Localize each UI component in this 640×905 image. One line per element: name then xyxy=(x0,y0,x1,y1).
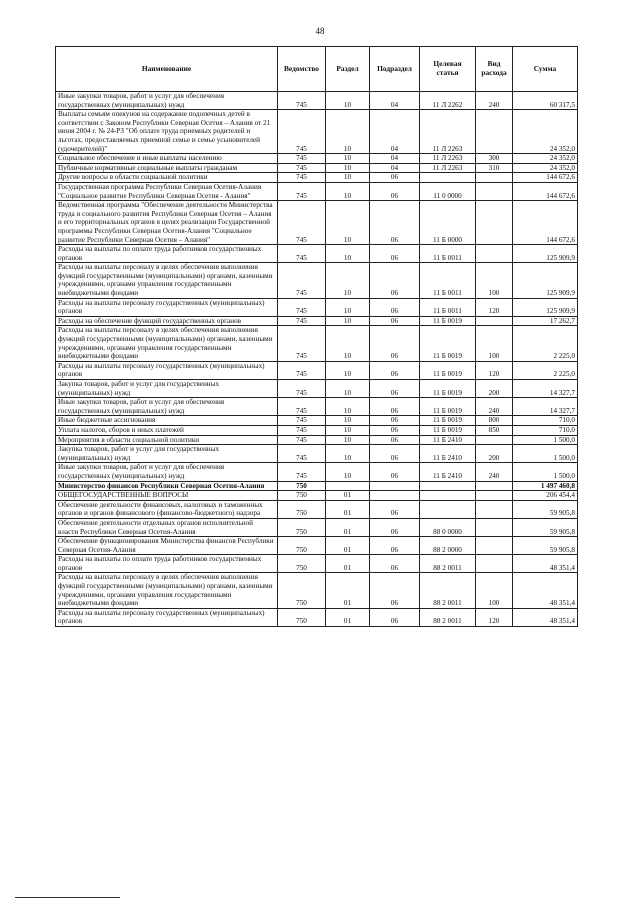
row-subsection: 04 xyxy=(370,92,420,110)
row-exptype: 240 xyxy=(476,398,513,416)
row-dept: 745 xyxy=(278,298,326,316)
row-dept: 750 xyxy=(278,481,326,491)
row-name: Мероприятия в области социальной политики xyxy=(56,435,278,445)
row-section: 10 xyxy=(326,398,370,416)
row-dept: 750 xyxy=(278,573,326,608)
row-subsection: 06 xyxy=(370,425,420,435)
row-target: 11 Л 2263 xyxy=(420,163,476,173)
table-row xyxy=(56,463,578,481)
table-row xyxy=(56,445,578,463)
row-name: Иные бюджетные ассигнования xyxy=(56,416,278,426)
row-exptype xyxy=(476,555,513,573)
row-dept: 745 xyxy=(278,245,326,263)
table-row xyxy=(56,500,578,518)
row-name: Выплаты семьям опекунов на содержание подопечных детей в соответствии с Законом Республики Северная Осетия – Алания от 21 июня 2004 г. № 24-РЗ "Об оплате труда приемных родителей и льготах, предоставляемых приемной семье и семье усыновителей (удочерителей)" xyxy=(56,110,278,154)
row-exptype xyxy=(476,245,513,263)
row-sum: 1 497 460,8 xyxy=(513,481,578,491)
table-row xyxy=(56,173,578,183)
row-target: 11 Л 2262 xyxy=(420,92,476,110)
row-section: 10 xyxy=(326,298,370,316)
row-name: Расходы на выплаты по оплате труда работников государственных органов xyxy=(56,245,278,263)
row-subsection: 06 xyxy=(370,555,420,573)
row-dept: 745 xyxy=(278,182,326,200)
row-name: Министерство финансов Республики Северная Осетия-Алания xyxy=(56,481,278,491)
row-sum: 710,0 xyxy=(513,425,578,435)
row-dept: 745 xyxy=(278,380,326,398)
row-exptype xyxy=(476,518,513,536)
row-target: 88 2 0011 xyxy=(420,573,476,608)
row-section: 10 xyxy=(326,326,370,361)
row-exptype xyxy=(476,481,513,491)
row-subsection xyxy=(370,481,420,491)
table-row xyxy=(56,481,578,491)
row-subsection: 06 xyxy=(370,500,420,518)
table-row xyxy=(56,435,578,445)
row-exptype xyxy=(476,435,513,445)
row-section: 10 xyxy=(326,245,370,263)
row-name: Иные закупки товаров, работ и услуг для обеспечения государственных (муниципальных) нужд xyxy=(56,92,278,110)
row-name: Уплата налогов, сборов и иных платежей xyxy=(56,425,278,435)
row-sum: 1 500,0 xyxy=(513,445,578,463)
row-section: 10 xyxy=(326,173,370,183)
row-subsection: 06 xyxy=(370,182,420,200)
table-row xyxy=(56,326,578,361)
row-section: 01 xyxy=(326,518,370,536)
row-exptype: 850 xyxy=(476,425,513,435)
row-dept: 745 xyxy=(278,425,326,435)
row-exptype: 120 xyxy=(476,361,513,379)
row-exptype: 240 xyxy=(476,92,513,110)
row-section: 10 xyxy=(326,380,370,398)
col-header-dept: Ведомство xyxy=(278,47,326,92)
row-section: 10 xyxy=(326,416,370,426)
row-exptype xyxy=(476,500,513,518)
table-row xyxy=(56,298,578,316)
row-dept: 745 xyxy=(278,154,326,164)
row-exptype: 310 xyxy=(476,163,513,173)
row-name: Государственная программа Республики Северная Осетия-Алания "Социальное развитие Республики Северная Осетия - Алания" xyxy=(56,182,278,200)
row-exptype: 100 xyxy=(476,263,513,298)
row-section: 10 xyxy=(326,163,370,173)
row-section: 10 xyxy=(326,361,370,379)
row-subsection: 06 xyxy=(370,445,420,463)
row-dept: 745 xyxy=(278,326,326,361)
row-exptype: 240 xyxy=(476,463,513,481)
row-exptype: 300 xyxy=(476,154,513,164)
row-sum: 48 351,4 xyxy=(513,573,578,608)
row-section: 10 xyxy=(326,182,370,200)
row-section: 10 xyxy=(326,154,370,164)
row-name: ОБЩЕГОСУДАРСТВЕННЫЕ ВОПРОСЫ xyxy=(56,491,278,501)
row-sum: 59 905,8 xyxy=(513,500,578,518)
row-target: 11 Б 0019 xyxy=(420,380,476,398)
row-target: 11 Б 2410 xyxy=(420,435,476,445)
table-row xyxy=(56,573,578,608)
row-dept: 750 xyxy=(278,555,326,573)
row-dept: 745 xyxy=(278,435,326,445)
row-name: Обеспечение функционирования Министерства финансов Республики Северная Осетия-Алания xyxy=(56,537,278,555)
row-dept: 745 xyxy=(278,416,326,426)
row-section: 01 xyxy=(326,500,370,518)
table-row xyxy=(56,608,578,626)
row-target: 11 Б 0011 xyxy=(420,245,476,263)
row-subsection: 04 xyxy=(370,163,420,173)
row-section: 10 xyxy=(326,201,370,245)
row-dept: 745 xyxy=(278,92,326,110)
row-subsection xyxy=(370,491,420,501)
table-row xyxy=(56,425,578,435)
row-target: 11 Б 0019 xyxy=(420,316,476,326)
row-name: Расходы на выплаты персоналу в целях обеспечения выполнения функций государственными (муниципальными) органами, казенными учреждениями, органами управления государственными внебюджетными фондами xyxy=(56,326,278,361)
row-section: 01 xyxy=(326,608,370,626)
row-exptype: 120 xyxy=(476,608,513,626)
row-exptype: 120 xyxy=(476,298,513,316)
table-row xyxy=(56,398,578,416)
row-exptype: 100 xyxy=(476,326,513,361)
row-sum: 206 454,4 xyxy=(513,491,578,501)
table-row xyxy=(56,537,578,555)
row-section: 01 xyxy=(326,573,370,608)
footer-rule xyxy=(15,897,120,898)
row-subsection: 06 xyxy=(370,298,420,316)
row-sum: 24 352,0 xyxy=(513,110,578,154)
col-header-section: Раздел xyxy=(326,47,370,92)
row-exptype xyxy=(476,110,513,154)
row-target xyxy=(420,491,476,501)
table-row xyxy=(56,491,578,501)
row-sum: 144 672,6 xyxy=(513,182,578,200)
row-name: Обеспечение деятельности отдельных органов исполнительной власти Республики Северная Осетия-Алания xyxy=(56,518,278,536)
row-target: 11 Б 2410 xyxy=(420,463,476,481)
table-row xyxy=(56,518,578,536)
budget-table xyxy=(55,46,578,627)
row-exptype xyxy=(476,173,513,183)
row-sum: 59 905,8 xyxy=(513,518,578,536)
row-name: Публичные нормативные социальные выплаты гражданам xyxy=(56,163,278,173)
row-exptype xyxy=(476,316,513,326)
row-exptype xyxy=(476,537,513,555)
row-subsection: 06 xyxy=(370,263,420,298)
row-exptype xyxy=(476,201,513,245)
row-target: 11 Б 0019 xyxy=(420,326,476,361)
row-sum: 144 672,6 xyxy=(513,173,578,183)
row-dept: 745 xyxy=(278,398,326,416)
col-header-target: Целевая статья xyxy=(420,47,476,92)
row-section: 10 xyxy=(326,435,370,445)
table-row xyxy=(56,555,578,573)
row-exptype xyxy=(476,491,513,501)
row-subsection: 06 xyxy=(370,398,420,416)
row-section: 10 xyxy=(326,263,370,298)
row-sum: 125 909,9 xyxy=(513,263,578,298)
row-dept: 745 xyxy=(278,163,326,173)
row-sum: 48 351,4 xyxy=(513,608,578,626)
row-target: 11 Б 0019 xyxy=(420,361,476,379)
row-name: Расходы на обеспечение функций государственных органов xyxy=(56,316,278,326)
row-subsection: 04 xyxy=(370,110,420,154)
row-target: 11 Б 2410 xyxy=(420,445,476,463)
row-section: 10 xyxy=(326,92,370,110)
row-subsection: 06 xyxy=(370,463,420,481)
row-subsection: 06 xyxy=(370,435,420,445)
row-subsection: 06 xyxy=(370,201,420,245)
row-target: 88 2 0000 xyxy=(420,537,476,555)
row-target: 11 Б 0011 xyxy=(420,298,476,316)
table-row xyxy=(56,182,578,200)
row-name: Расходы на выплаты персоналу государственных (муниципальных) органов xyxy=(56,361,278,379)
row-name: Расходы на выплаты по оплате труда работников государственных органов xyxy=(56,555,278,573)
row-section: 10 xyxy=(326,316,370,326)
row-target: 88 2 0011 xyxy=(420,555,476,573)
table-row xyxy=(56,201,578,245)
col-header-sum: Сумма xyxy=(513,47,578,92)
row-subsection: 06 xyxy=(370,380,420,398)
row-name: Иные закупки товаров, работ и услуг для обеспечения государственных (муниципальных) нужд xyxy=(56,398,278,416)
row-sum: 17 262,7 xyxy=(513,316,578,326)
table-row xyxy=(56,92,578,110)
row-target: 88 0 0000 xyxy=(420,518,476,536)
row-target xyxy=(420,173,476,183)
table-header-row xyxy=(56,47,578,92)
row-sum: 710,0 xyxy=(513,416,578,426)
row-sum: 1 500,0 xyxy=(513,435,578,445)
table-row xyxy=(56,263,578,298)
row-sum: 125 909,9 xyxy=(513,298,578,316)
row-sum: 14 327,7 xyxy=(513,398,578,416)
row-target: 11 Б 0011 xyxy=(420,263,476,298)
row-subsection: 06 xyxy=(370,361,420,379)
col-header-exptype: Вид расхода xyxy=(476,47,513,92)
row-name: Обеспечение деятельности финансовых, налоговых и таможенных органов и органов финансового (финансово-бюджетного) надзора xyxy=(56,500,278,518)
row-subsection: 06 xyxy=(370,573,420,608)
row-name: Закупка товаров, работ и услуг для государственных (муниципальных) нужд xyxy=(56,380,278,398)
row-sum: 2 225,0 xyxy=(513,361,578,379)
row-name: Расходы на выплаты персоналу в целях обеспечения выполнения функций государственными (муниципальными) органами, казенными учреждениями, органами управления государственными внебюджетными фондами xyxy=(56,573,278,608)
row-subsection: 06 xyxy=(370,245,420,263)
row-dept: 745 xyxy=(278,361,326,379)
row-name: Социальное обеспечение и иные выплаты населению xyxy=(56,154,278,164)
row-dept: 745 xyxy=(278,110,326,154)
row-target: 11 Б 0000 xyxy=(420,201,476,245)
row-sum: 1 500,0 xyxy=(513,463,578,481)
row-sum: 125 909,9 xyxy=(513,245,578,263)
row-section: 10 xyxy=(326,445,370,463)
row-name: Расходы на выплаты персоналу в целях обеспечения выполнения функций государственными (муниципальными) органами, казенными учреждениями, органами управления государственными внебюджетными фондами xyxy=(56,263,278,298)
row-target: 11 Б 0019 xyxy=(420,416,476,426)
row-sum: 14 327,7 xyxy=(513,380,578,398)
row-subsection: 06 xyxy=(370,173,420,183)
row-target: 88 2 0011 xyxy=(420,608,476,626)
row-subsection: 06 xyxy=(370,416,420,426)
row-subsection: 06 xyxy=(370,518,420,536)
row-dept: 750 xyxy=(278,518,326,536)
row-section: 10 xyxy=(326,110,370,154)
row-target: 11 0 0000 xyxy=(420,182,476,200)
row-exptype: 100 xyxy=(476,573,513,608)
row-dept: 750 xyxy=(278,491,326,501)
table-row xyxy=(56,316,578,326)
row-target: 11 Л 2263 xyxy=(420,110,476,154)
table-row xyxy=(56,110,578,154)
row-section: 01 xyxy=(326,555,370,573)
row-target xyxy=(420,500,476,518)
table-row xyxy=(56,361,578,379)
row-dept: 745 xyxy=(278,463,326,481)
row-dept: 745 xyxy=(278,263,326,298)
row-target xyxy=(420,481,476,491)
row-sum: 24 352,0 xyxy=(513,154,578,164)
table-row xyxy=(56,163,578,173)
row-section: 10 xyxy=(326,425,370,435)
row-dept: 745 xyxy=(278,173,326,183)
row-exptype: 200 xyxy=(476,380,513,398)
col-header-subsection: Подраздел xyxy=(370,47,420,92)
page-number: 48 xyxy=(315,26,325,36)
row-exptype xyxy=(476,182,513,200)
table-row xyxy=(56,416,578,426)
row-section: 01 xyxy=(326,537,370,555)
row-dept: 750 xyxy=(278,537,326,555)
table-row xyxy=(56,245,578,263)
row-dept: 745 xyxy=(278,445,326,463)
row-sum: 60 317,5 xyxy=(513,92,578,110)
row-name: Ведомственная программа "Обеспечение деятельности Министерства труда и социального развития Республики Северная Осетия – Алания и его территориальных органов в целях реализации Государственной программы Республики Северная Осетия-Алания "Социальное развитие Республики Северная Осетия – Алания" xyxy=(56,201,278,245)
table-row xyxy=(56,154,578,164)
row-target: 11 Б 0019 xyxy=(420,425,476,435)
row-section: 10 xyxy=(326,463,370,481)
row-dept: 750 xyxy=(278,500,326,518)
row-subsection: 06 xyxy=(370,537,420,555)
row-target: 11 Б 0019 xyxy=(420,398,476,416)
row-sum: 48 351,4 xyxy=(513,555,578,573)
row-sum: 24 352,0 xyxy=(513,163,578,173)
row-subsection: 06 xyxy=(370,316,420,326)
row-subsection: 06 xyxy=(370,608,420,626)
row-name: Расходы на выплаты персоналу государственных (муниципальных) органов xyxy=(56,298,278,316)
row-dept: 750 xyxy=(278,608,326,626)
row-name: Другие вопросы в области социальной политики xyxy=(56,173,278,183)
row-name: Иные закупки товаров, работ и услуг для обеспечения государственных (муниципальных) нужд xyxy=(56,463,278,481)
row-section: 01 xyxy=(326,491,370,501)
row-dept: 745 xyxy=(278,201,326,245)
row-sum: 144 672,6 xyxy=(513,201,578,245)
row-exptype: 200 xyxy=(476,445,513,463)
row-dept: 745 xyxy=(278,316,326,326)
row-target: 11 Л 2263 xyxy=(420,154,476,164)
table-row xyxy=(56,380,578,398)
row-subsection: 06 xyxy=(370,326,420,361)
row-name: Закупка товаров, работ и услуг для государственных (муниципальных) нужд xyxy=(56,445,278,463)
row-sum: 59 905,8 xyxy=(513,537,578,555)
col-header-name: Наименование xyxy=(56,47,278,92)
row-subsection: 04 xyxy=(370,154,420,164)
row-section xyxy=(326,481,370,491)
row-exptype: 800 xyxy=(476,416,513,426)
row-sum: 2 225,0 xyxy=(513,326,578,361)
row-name: Расходы на выплаты персоналу государственных (муниципальных) органов xyxy=(56,608,278,626)
